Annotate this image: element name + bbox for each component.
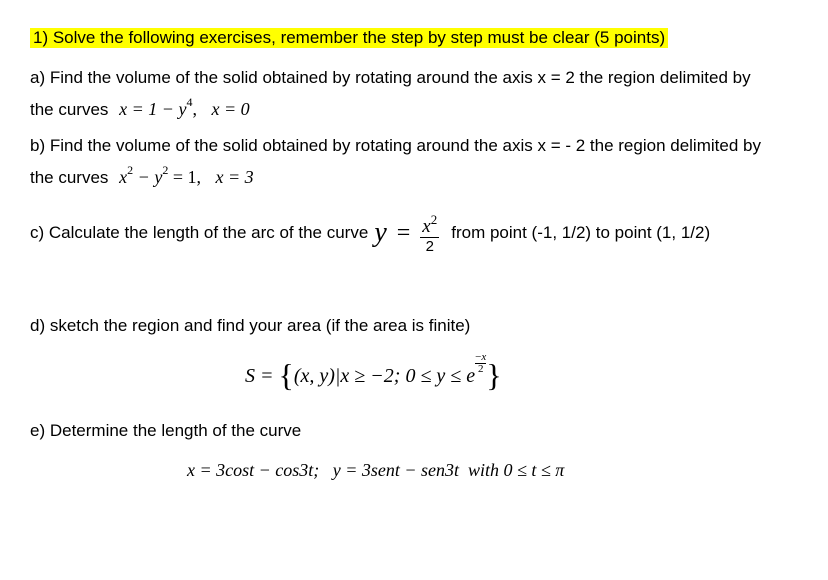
problem-b-prefix: the curves bbox=[30, 168, 109, 187]
problem-c-equals: = bbox=[396, 219, 411, 246]
problem-d-set-body: (x, y)|x ≥ −2; 0 ≤ y ≤ e bbox=[293, 365, 476, 387]
problem-d-set-lhs: S = bbox=[245, 365, 274, 387]
problem-b-x: x bbox=[119, 167, 128, 187]
exercise-header-text: 1) Solve the following exercises, remember the step by step must be clear (5 points) bbox=[30, 28, 668, 48]
problem-b-y-exponent: 2 bbox=[162, 163, 169, 177]
problem-b-equals-one: = 1, bbox=[168, 167, 201, 187]
problem-d-exp-sign: − bbox=[475, 351, 482, 363]
problem-c-lhs: y bbox=[374, 217, 387, 248]
problem-b-x-exponent: 2 bbox=[127, 163, 134, 177]
problem-b-line1: b) Find the volume of the solid obtained by rotating around the axis x = - 2 the region delimited by bbox=[30, 136, 761, 155]
problem-a-prefix: the curves bbox=[30, 100, 109, 119]
problem-a-exponent: 4 bbox=[186, 95, 193, 109]
problem-e-formula: x = 3cost − cos3t; y = 3sent − sen3t with 0 ≤ t ≤ π bbox=[187, 460, 565, 480]
problem-c-numerator-exponent: 2 bbox=[430, 212, 438, 227]
problem-c-suffix: from point (-1, 1/2) to point (1, 1/2) bbox=[451, 223, 711, 242]
problem-a-separator: , bbox=[192, 99, 197, 119]
problem-d-exp-denominator: 2 bbox=[475, 363, 486, 375]
problem-d-set bbox=[245, 352, 502, 394]
problem-d-exponent bbox=[475, 352, 486, 375]
problem-d-exp-numerator: x bbox=[481, 351, 487, 363]
problem-a-line1: a) Find the volume of the solid obtained by rotating around the axis x = 2 the region delimited by bbox=[30, 68, 751, 87]
problem-c-denominator: 2 bbox=[420, 237, 439, 256]
problem-d-brace-close: } bbox=[486, 357, 502, 393]
problem-d-text: d) sketch the region and find your area (if the area is finite) bbox=[30, 316, 471, 335]
exercise-header bbox=[30, 28, 668, 48]
problem-a-curve2: x = 0 bbox=[211, 99, 250, 119]
problem-b-curve2: x = 3 bbox=[215, 167, 254, 187]
problem-c-numerator: x bbox=[422, 216, 431, 237]
problem-d-brace-open: { bbox=[278, 357, 294, 393]
problem-b-line2 bbox=[30, 163, 254, 188]
problem-a-curve1: x = 1 − y bbox=[119, 99, 187, 119]
problem-b-minus-y: − y bbox=[133, 167, 163, 187]
problem-c-fraction bbox=[420, 210, 439, 256]
problem-a-line2 bbox=[30, 95, 250, 120]
problem-c-text: c) Calculate the length of the arc of the curve bbox=[30, 223, 369, 242]
problem-c bbox=[30, 203, 710, 263]
problem-e-text: e) Determine the length of the curve bbox=[30, 421, 302, 440]
